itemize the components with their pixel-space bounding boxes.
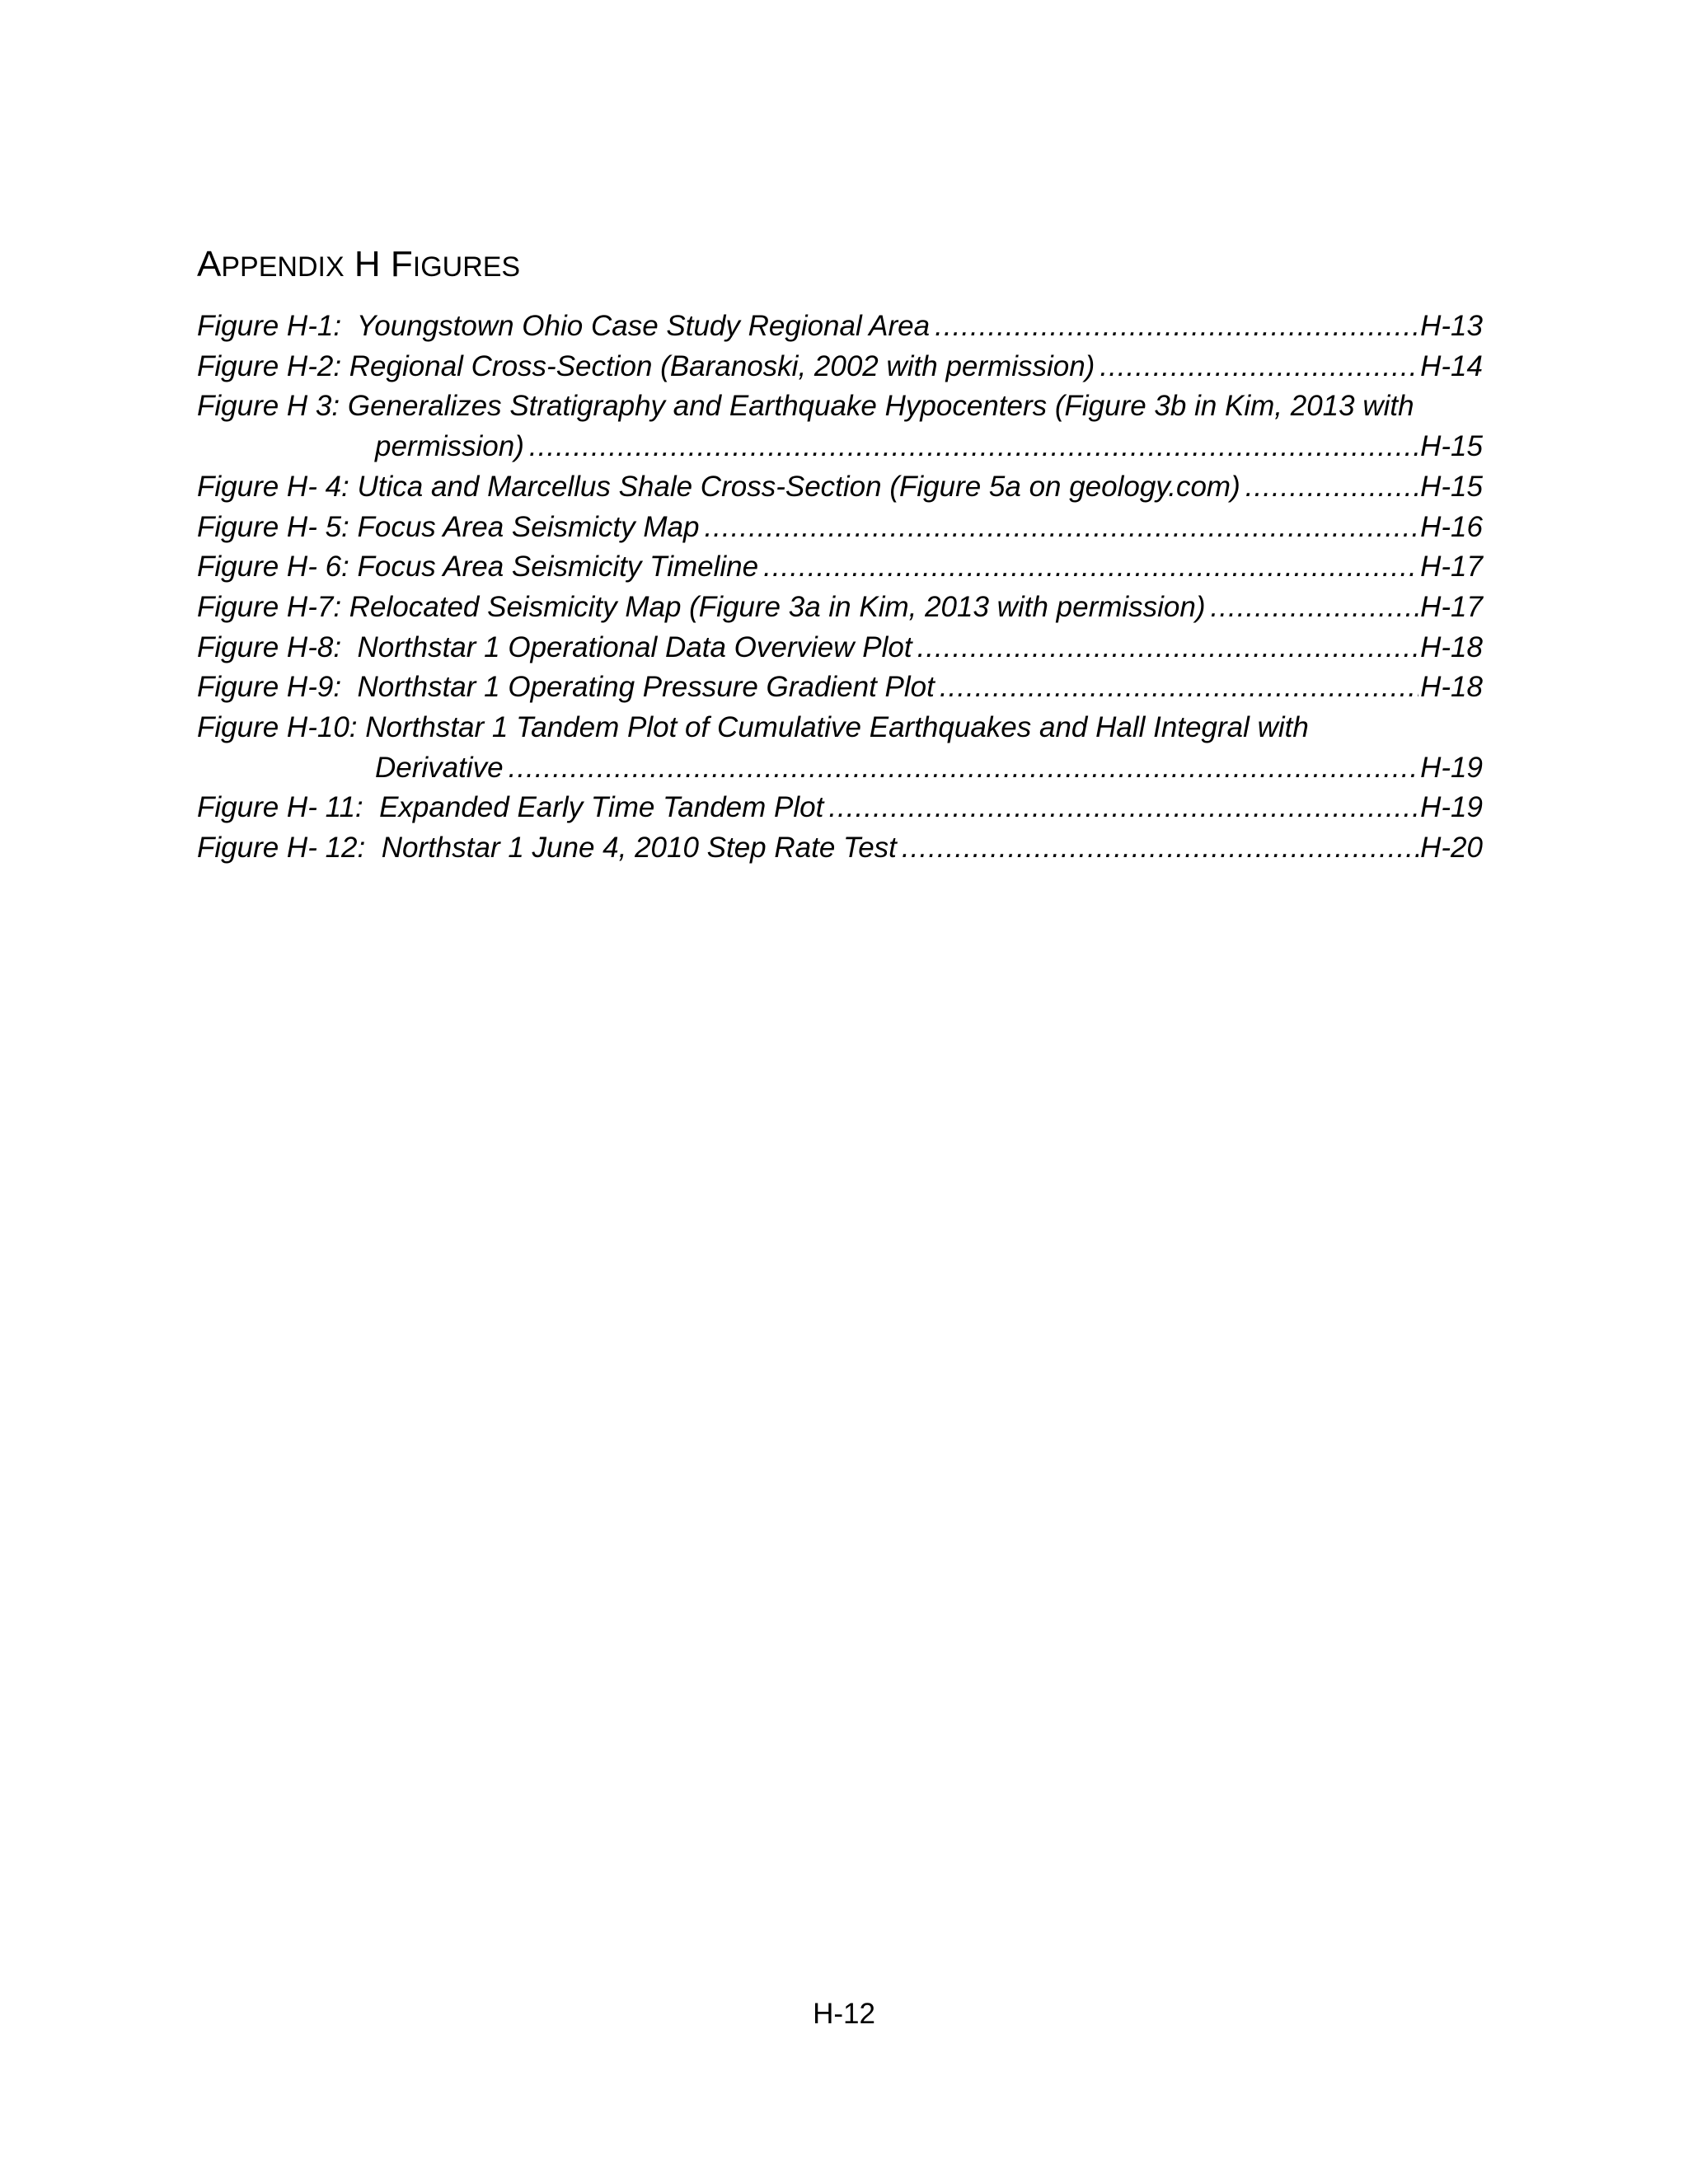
- toc-leader-dots: [917, 628, 1419, 668]
- toc-leader-dots: [935, 307, 1418, 347]
- toc-entry-h3[interactable]: [197, 387, 1483, 466]
- toc-entry-h6[interactable]: [197, 547, 1483, 588]
- toc-leader-dots: [704, 508, 1418, 548]
- toc-entry-h11[interactable]: [197, 788, 1483, 828]
- toc-entry-title: Figure H-9: Northstar 1 Operating Pressure Gradient Plot: [197, 671, 935, 704]
- toc-entry-page: H-13: [1420, 310, 1483, 342]
- toc-leader-dots: [1100, 347, 1418, 387]
- toc-entry-title: Figure H-7: Relocated Seismicity Map (Figure 3a in Kim, 2013 with permission): [197, 590, 1206, 623]
- toc-entry-h5[interactable]: [197, 508, 1483, 548]
- toc-entry-title: Figure H-2: Regional Cross-Section (Baranoski, 2002 with permission): [197, 349, 1095, 382]
- toc-entry-h1[interactable]: [197, 307, 1483, 347]
- heading-rest-figures: IGURES: [412, 251, 521, 283]
- table-of-figures: [197, 307, 1483, 869]
- toc-entry-page: H-15: [1420, 430, 1483, 463]
- toc-entry-h2[interactable]: [197, 347, 1483, 387]
- appendix-heading: [197, 244, 520, 285]
- toc-entry-h8[interactable]: [197, 628, 1483, 668]
- toc-entry-h7[interactable]: [197, 588, 1483, 628]
- toc-entry-title-continued: Derivative: [375, 751, 504, 784]
- toc-entry-title: Figure H-10: Northstar 1 Tandem Plot of Cumulative Earthquakes and Hall Integral with: [197, 711, 1309, 744]
- toc-leader-dots: [902, 828, 1418, 869]
- toc-entry-page: H-20: [1420, 832, 1483, 865]
- toc-leader-dots: [1211, 588, 1419, 628]
- toc-entry-title: Figure H- 12: Northstar 1 June 4, 2010 Step Rate Test: [197, 832, 897, 865]
- heading-rest-appendix: PPENDIX: [221, 251, 345, 283]
- toc-entry-h9[interactable]: [197, 668, 1483, 708]
- toc-leader-dots: [763, 547, 1418, 588]
- toc-entry-title: Figure H-1: Youngstown Ohio Case Study Regional Area: [197, 310, 931, 342]
- heading-initial-a: A: [197, 244, 222, 284]
- heading-initial-f: F: [390, 244, 413, 284]
- toc-entry-h10[interactable]: [197, 708, 1483, 788]
- toc-entry-title: Figure H- 6: Focus Area Seismicity Timeline: [197, 551, 759, 583]
- page-number: H-12: [813, 1998, 875, 2030]
- toc-entry-page: H-15: [1420, 470, 1483, 503]
- toc-entry-h12[interactable]: [197, 828, 1483, 869]
- toc-entry-title: Figure H- 5: Focus Area Seismicty Map: [197, 510, 700, 543]
- toc-leader-dots: [1245, 467, 1418, 508]
- toc-entry-page: H-18: [1420, 630, 1483, 663]
- toc-entry-page: H-14: [1420, 349, 1483, 382]
- toc-entry-page: H-17: [1420, 551, 1483, 583]
- heading-letter-h: H: [344, 244, 391, 284]
- toc-leader-dots: [529, 427, 1418, 467]
- toc-leader-dots: [509, 748, 1419, 789]
- toc-entry-title: Figure H- 4: Utica and Marcellus Shale Cross-Section (Figure 5a on geology.com): [197, 470, 1240, 503]
- toc-entry-title-continued: permission): [375, 430, 524, 463]
- toc-entry-h4[interactable]: [197, 467, 1483, 508]
- toc-entry-page: H-16: [1420, 510, 1483, 543]
- toc-entry-page: H-19: [1420, 791, 1483, 824]
- toc-entry-title: Figure H-8: Northstar 1 Operational Data Overview Plot: [197, 630, 912, 663]
- toc-entry-page: H-19: [1420, 751, 1483, 784]
- toc-entry-title: Figure H 3: Generalizes Stratigraphy and Earthquake Hypocenters (Figure 3b in Kim, 2013 with: [197, 390, 1414, 423]
- toc-leader-dots: [940, 668, 1418, 708]
- toc-entry-page: H-17: [1420, 590, 1483, 623]
- toc-leader-dots: [828, 788, 1418, 828]
- toc-entry-title: Figure H- 11: Expanded Early Time Tandem Plot: [197, 791, 824, 824]
- toc-entry-page: H-18: [1420, 671, 1483, 704]
